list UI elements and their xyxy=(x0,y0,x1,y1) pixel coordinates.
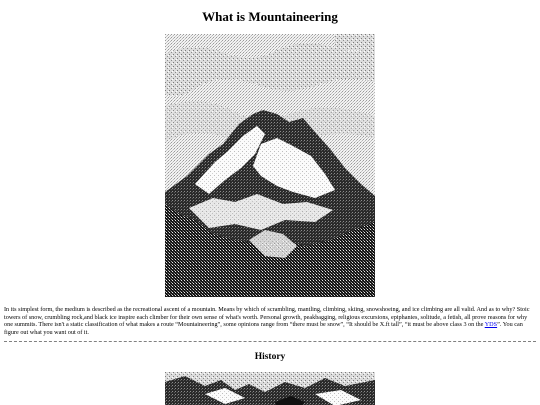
intro-paragraph xyxy=(4,306,536,336)
history-photo xyxy=(165,372,375,405)
yds-link[interactable]: YDS xyxy=(484,321,498,329)
intro-text-end: ”. You can figure out what you want out of it. xyxy=(4,321,523,336)
section-divider xyxy=(4,341,536,342)
intro-text: In its simplest form, the medium is described as the recreational ascent of a mountain. Means by which of scrambling, mantling, climbing, skiing, snowshoeing, and ice climbing are all valid. And as to why? Stoic towers of snow, crumbling rock,and black ice inspire each climber for their own sense of what's worth. Personal growth, peakbagging, religious excursions, epiphanies, solitude, a fetish, all prove reasons for why one summits. There isn't a static classification of what makes a route “Mountaineering”, some opinions range from “there must be snow”, “It should be X.ft tall”, “it must be above class 3 on the xyxy=(4,306,530,329)
page-title: What is Mountaineering xyxy=(202,9,338,24)
history-heading: History xyxy=(254,352,286,362)
mountain-photo xyxy=(165,34,375,297)
